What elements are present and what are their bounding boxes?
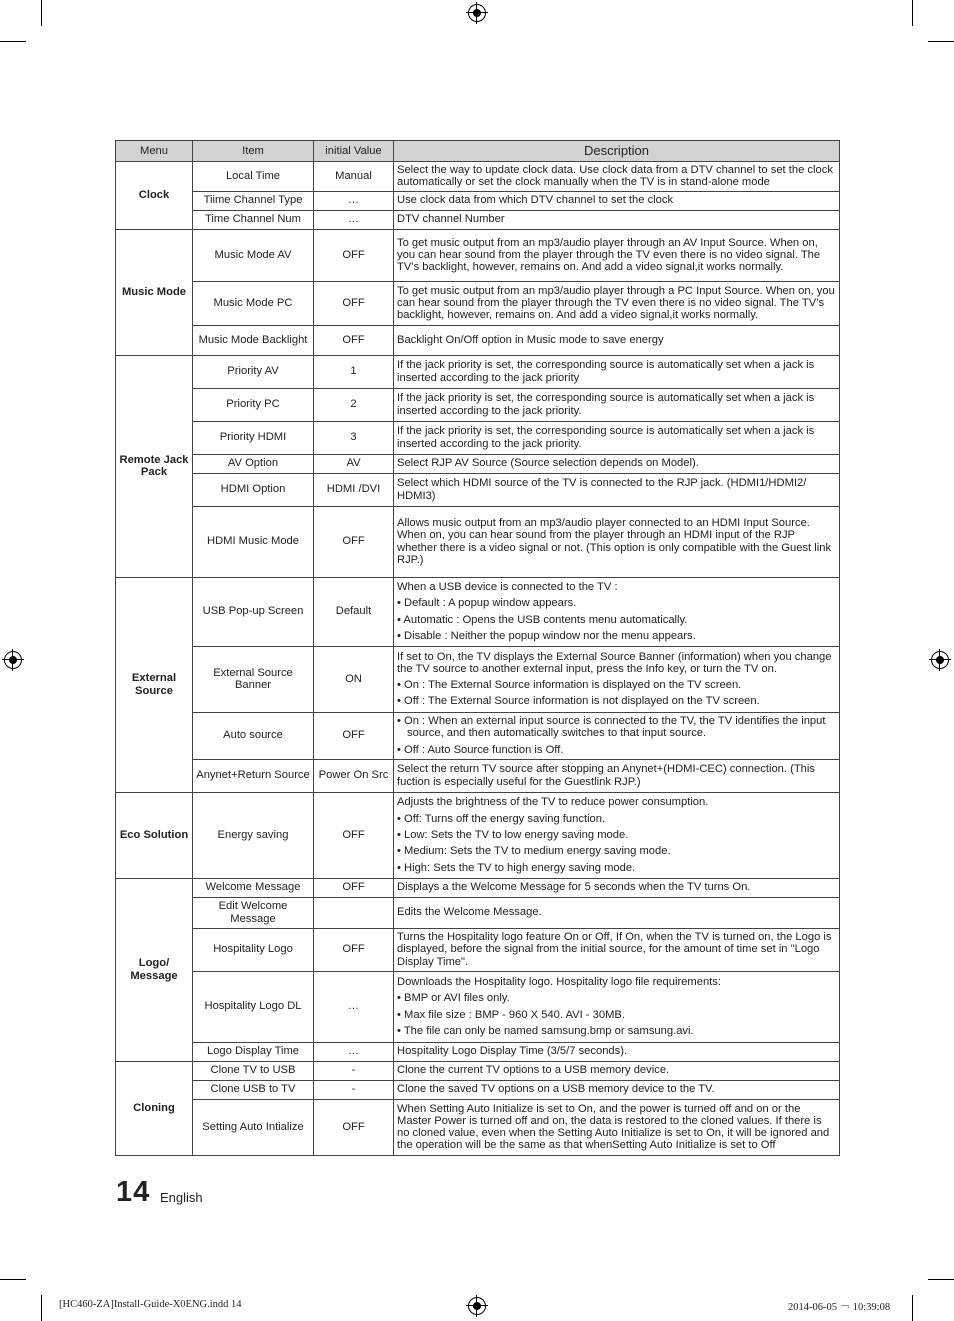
table-row bbox=[116, 1099, 840, 1155]
description-text: Select the return TV source after stopping an Anynet+(HDMI-CEC) connection. (This fuction is especially useful for the Guestlink RJP.) bbox=[397, 763, 815, 788]
initial-value-cell: Manual bbox=[314, 162, 394, 192]
menu-cell: Cloning bbox=[116, 1061, 193, 1155]
description-text: DTV channel Number bbox=[397, 213, 505, 226]
description-cell bbox=[394, 878, 840, 897]
description-bullet: • Default : A popup window appears. bbox=[397, 597, 577, 610]
table-row bbox=[116, 577, 840, 646]
description-cell bbox=[394, 646, 840, 712]
item-cell: Clone USB to TV bbox=[193, 1080, 314, 1099]
initial-value-cell: OFF bbox=[314, 506, 394, 577]
menu-cell: Eco Solution bbox=[116, 792, 193, 878]
initial-value-cell: OFF bbox=[314, 1099, 394, 1155]
description-text: Select the way to update clock data. Use clock data from a DTV channel to set the clock automatically or set the clock manually when the TV is in stand-alone mode bbox=[397, 164, 833, 189]
description-text: Select which HDMI source of the TV is connected to the RJP jack. (HDMI1/HDMI2/ HDMI3) bbox=[397, 477, 807, 502]
item-cell: Priority AV bbox=[193, 355, 314, 388]
crop-mark bbox=[0, 1279, 26, 1280]
description-cell bbox=[394, 712, 840, 759]
menu-cell: Logo/ Message bbox=[116, 878, 193, 1061]
description-bullet: • On : The External Source information is displayed on the TV screen. bbox=[397, 679, 742, 692]
initial-value-cell: … bbox=[314, 1042, 394, 1061]
header-item: Item bbox=[193, 141, 314, 162]
table-row bbox=[116, 210, 840, 229]
item-cell: Logo Display Time bbox=[193, 1042, 314, 1061]
description-bullet: • Max file size : BMP - 960 X 540. AVI - 30MB. bbox=[397, 1008, 625, 1021]
description-cell bbox=[394, 162, 840, 192]
description-cell bbox=[394, 792, 840, 878]
registration-mark-icon bbox=[4, 651, 22, 669]
description-text: To get music output from an mp3/audio player through a PC Input Source. When on, you can hear sound from the player through the TV even there is no video signal. The TV’s backlight, however, remains on. And add a video signal,it works normally. bbox=[397, 284, 835, 322]
initial-value-cell: ON bbox=[314, 646, 394, 712]
description-text: Adjusts the brightness of the TV to reduce power consumption. bbox=[397, 796, 709, 809]
description-text: Clone the current TV options to a USB memory device. bbox=[397, 1064, 670, 1077]
description-text: When Setting Auto Initialize is set to On, and the power is turned off and on or the Master Power is turned off and on, the data is restored to the cloned values. If there is no cloned value, even when the Setting Auto Initialize is set to On, it will be ignored and the operation will be the same as that whenSetting Auto Initialize is set to Off bbox=[397, 1102, 830, 1152]
menu-cell: Clock bbox=[116, 162, 193, 230]
header-description: Description bbox=[394, 141, 840, 162]
description-text: If the jack priority is set, the corresponding source is automatically set when a jack is inserted according to the jack priority. bbox=[397, 425, 815, 450]
table-row bbox=[116, 421, 840, 454]
initial-value-cell: 3 bbox=[314, 421, 394, 454]
menu-cell: Music Mode bbox=[116, 229, 193, 355]
item-cell: External Source Banner bbox=[193, 646, 314, 712]
table-row bbox=[116, 712, 840, 759]
description-bullet: • Off : The External Source information is not displayed on the TV screen. bbox=[397, 695, 760, 708]
initial-value-cell: - bbox=[314, 1061, 394, 1080]
description-text: Downloads the Hospitality logo. Hospitality logo file requirements: bbox=[397, 976, 721, 988]
menu-cell: Remote Jack Pack bbox=[116, 355, 193, 577]
description-cell bbox=[394, 355, 840, 388]
description-cell bbox=[394, 577, 840, 646]
description-text: If the jack priority is set, the corresponding source is automatically set when a jack is inserted according to the jack priority bbox=[397, 359, 815, 384]
description-bullet: • High: Sets the TV to high energy saving mode. bbox=[397, 861, 636, 874]
table-header-row bbox=[116, 141, 840, 162]
item-cell: Anynet+Return Source bbox=[193, 759, 314, 792]
description-bullet: • BMP or AVI files only. bbox=[397, 992, 510, 1005]
item-cell: Hospitality Logo DL bbox=[193, 971, 314, 1042]
table-row bbox=[116, 759, 840, 792]
description-bullet: • Medium: Sets the TV to medium energy saving mode. bbox=[397, 845, 671, 858]
description-bullet: • Disable : Neither the popup window nor the menu appears. bbox=[397, 629, 696, 642]
footer-file-info: [HC460-ZA]Install-Guide-X0ENG.indd 14 bbox=[59, 1299, 242, 1310]
footer-timestamp: 2014-06-05 ￢ 10:39:08 bbox=[788, 1302, 891, 1313]
table-row bbox=[116, 325, 840, 355]
table-row bbox=[116, 971, 840, 1042]
initial-value-cell: OFF bbox=[314, 928, 394, 971]
item-cell: Clone TV to USB bbox=[193, 1061, 314, 1080]
crop-mark bbox=[912, 0, 913, 26]
description-cell bbox=[394, 473, 840, 506]
description-bullet: • Low: Sets the TV to low energy saving mode. bbox=[397, 828, 629, 841]
item-cell: HDMI Option bbox=[193, 473, 314, 506]
description-bullet: • Automatic : Opens the USB contents menu automatically. bbox=[397, 613, 688, 626]
item-cell: Time Channel Num bbox=[193, 210, 314, 229]
description-text: Backlight On/Off option in Music mode to save energy bbox=[397, 333, 664, 346]
description-text: If the jack priority is set, the corresponding source is automatically set when a jack is inserted according to the jack priority. bbox=[397, 392, 815, 417]
description-text: If set to On, the TV displays the External Source Banner (information) when you change the TV source to another external input, press the Info key, or turn the TV on. bbox=[397, 650, 832, 675]
description-cell bbox=[394, 325, 840, 355]
item-cell: Local Time bbox=[193, 162, 314, 192]
description-cell bbox=[394, 506, 840, 577]
table-row bbox=[116, 928, 840, 971]
description-cell bbox=[394, 897, 840, 928]
description-cell bbox=[394, 388, 840, 421]
description-cell bbox=[394, 759, 840, 792]
initial-value-cell: OFF bbox=[314, 878, 394, 897]
initial-value-cell: - bbox=[314, 1080, 394, 1099]
crop-mark bbox=[0, 41, 26, 42]
description-text: Hospitality Logo Display Time (3/5/7 seconds). bbox=[397, 1045, 628, 1058]
crop-mark bbox=[928, 1279, 954, 1280]
initial-value-cell: OFF bbox=[314, 229, 394, 281]
description-text: Edits the Welcome Message. bbox=[397, 906, 542, 919]
table-row bbox=[116, 1042, 840, 1061]
item-cell: Tiime Channel Type bbox=[193, 191, 314, 210]
item-cell: Auto source bbox=[193, 712, 314, 759]
item-cell: Energy saving bbox=[193, 792, 314, 878]
page-number: 14 bbox=[116, 1176, 151, 1208]
item-cell: Hospitality Logo bbox=[193, 928, 314, 971]
description-text: To get music output from an mp3/audio player through an AV Input Source. When on, you can hear sound from the player through the TV even there is no video signal. The TV’s backlight, however, remains on. And add a video signal,it works normally. bbox=[397, 236, 821, 274]
item-cell: HDMI Music Mode bbox=[193, 506, 314, 577]
initial-value-cell: … bbox=[314, 191, 394, 210]
item-cell: Music Mode Backlight bbox=[193, 325, 314, 355]
menu-cell: External Source bbox=[116, 577, 193, 792]
description-cell bbox=[394, 454, 840, 473]
table-row bbox=[116, 878, 840, 897]
initial-value-cell: AV bbox=[314, 454, 394, 473]
description-cell bbox=[394, 1042, 840, 1061]
initial-value-cell: Default bbox=[314, 577, 394, 646]
description-cell bbox=[394, 281, 840, 325]
registration-mark-icon bbox=[468, 1297, 486, 1315]
initial-value-cell: HDMI /DVI bbox=[314, 473, 394, 506]
initial-value-cell: … bbox=[314, 210, 394, 229]
page-language: English bbox=[160, 1190, 203, 1205]
item-cell: Edit Welcome Message bbox=[193, 897, 314, 928]
table-row bbox=[116, 454, 840, 473]
description-cell bbox=[394, 1099, 840, 1155]
description-bullet: • Off: Turns off the energy saving function. bbox=[397, 812, 606, 825]
initial-value-cell bbox=[314, 897, 394, 928]
registration-mark-icon bbox=[468, 4, 486, 22]
description-bullet: • The file can only be named samsung.bmp or samsung.avi. bbox=[397, 1024, 694, 1037]
description-cell bbox=[394, 971, 840, 1042]
registration-mark-icon bbox=[931, 651, 949, 669]
item-cell: Setting Auto Intialize bbox=[193, 1099, 314, 1155]
initial-value-cell: Power On Src bbox=[314, 759, 394, 792]
description-text: When a USB device is connected to the TV : bbox=[397, 581, 618, 593]
item-cell: Welcome Message bbox=[193, 878, 314, 897]
item-cell: AV Option bbox=[193, 454, 314, 473]
description-cell bbox=[394, 1080, 840, 1099]
initial-value-cell: … bbox=[314, 971, 394, 1042]
description-text: Use clock data from which DTV channel to set the clock bbox=[397, 194, 674, 207]
crop-mark bbox=[41, 1295, 42, 1321]
description-bullet: • Off : Auto Source function is Off. bbox=[397, 743, 564, 756]
description-cell bbox=[394, 928, 840, 971]
initial-value-cell: OFF bbox=[314, 792, 394, 878]
initial-value-cell: OFF bbox=[314, 325, 394, 355]
description-cell bbox=[394, 1061, 840, 1080]
header-initial-value: initial Value bbox=[314, 141, 394, 162]
description-text: Displays a the Welcome Message for 5 seconds when the TV turns On. bbox=[397, 881, 751, 894]
initial-value-cell: OFF bbox=[314, 281, 394, 325]
header-menu: Menu bbox=[116, 141, 193, 162]
table-row bbox=[116, 1061, 840, 1080]
crop-mark bbox=[928, 41, 954, 42]
table-row bbox=[116, 162, 840, 192]
description-cell bbox=[394, 191, 840, 210]
table-row bbox=[116, 355, 840, 388]
description-text: Select RJP AV Source (Source selection depends on Model). bbox=[397, 457, 699, 470]
crop-mark bbox=[41, 0, 42, 26]
table-row bbox=[116, 897, 840, 928]
description-cell bbox=[394, 229, 840, 281]
item-cell: Priority HDMI bbox=[193, 421, 314, 454]
initial-value-cell: OFF bbox=[314, 712, 394, 759]
description-text: Clone the saved TV options on a USB memory device to the TV. bbox=[397, 1083, 715, 1096]
table-row bbox=[116, 229, 840, 281]
table-row bbox=[116, 281, 840, 325]
settings-table bbox=[115, 140, 840, 1156]
description-text: Allows music output from an mp3/audio player connected to an HDMI Input Source. When on, you can hear sound from the player through an HDMI input of the RJP whether there is a video signal or not. (This option is only compatible with the Guest link RJP.) bbox=[397, 517, 832, 566]
item-cell: Music Mode AV bbox=[193, 229, 314, 281]
item-cell: Priority PC bbox=[193, 388, 314, 421]
description-cell bbox=[394, 421, 840, 454]
item-cell: Music Mode PC bbox=[193, 281, 314, 325]
item-cell: USB Pop-up Screen bbox=[193, 577, 314, 646]
description-bullet: • On : When an external input source is connected to the TV, the TV identifies the input source, and then automatically switches to that input source. bbox=[397, 715, 826, 740]
description-text: Turns the Hospitality logo feature On or Off, If On, when the TV is turned on, the Logo is displayed, before the signal from the initial source, for the amount of time set in "Logo Display Time". bbox=[397, 931, 832, 968]
initial-value-cell: 1 bbox=[314, 355, 394, 388]
table-row bbox=[116, 1080, 840, 1099]
initial-value-cell: 2 bbox=[314, 388, 394, 421]
table-row bbox=[116, 473, 840, 506]
crop-mark bbox=[912, 1295, 913, 1321]
table-row bbox=[116, 388, 840, 421]
table-row bbox=[116, 506, 840, 577]
table-row bbox=[116, 646, 840, 712]
table-row bbox=[116, 191, 840, 210]
description-cell bbox=[394, 210, 840, 229]
table-row bbox=[116, 792, 840, 878]
